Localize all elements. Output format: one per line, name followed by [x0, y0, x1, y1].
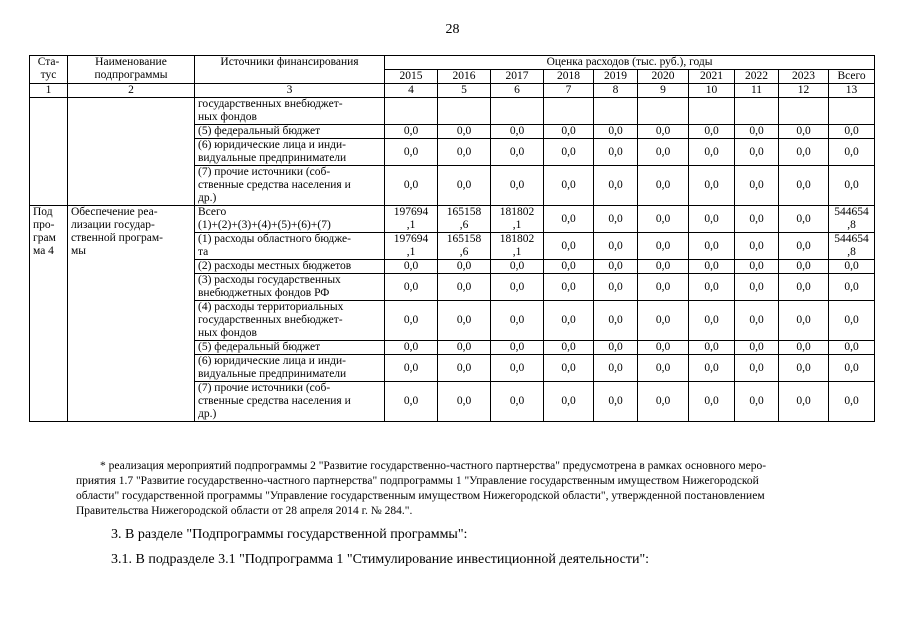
value-cell: 0,0 — [438, 382, 491, 422]
value-cell — [544, 98, 594, 125]
source-cell: (4) расходы территориальных государственных внебюджет- ных фондов — [195, 301, 385, 341]
value-cell: 0,0 — [544, 260, 594, 274]
header-col-number: 6 — [491, 84, 544, 98]
value-cell: 0,0 — [638, 341, 689, 355]
value-cell: 0,0 — [385, 125, 438, 139]
value-cell: 544654 ,8 — [829, 206, 875, 233]
value-cell: 0,0 — [594, 274, 638, 301]
header-status: Ста- тус — [30, 56, 68, 84]
value-cell: 0,0 — [594, 125, 638, 139]
header-col-number: 13 — [829, 84, 875, 98]
header-year: 2022 — [735, 70, 779, 84]
value-cell: 0,0 — [594, 301, 638, 341]
value-cell: 0,0 — [735, 125, 779, 139]
source-cell: (3) расходы государственных внебюджетных фондов РФ — [195, 274, 385, 301]
value-cell: 0,0 — [689, 166, 735, 206]
value-cell: 0,0 — [735, 206, 779, 233]
value-cell: 0,0 — [689, 355, 735, 382]
value-cell: 544654 ,8 — [829, 233, 875, 260]
value-cell: 0,0 — [638, 139, 689, 166]
value-cell: 0,0 — [385, 260, 438, 274]
value-cell: 0,0 — [735, 355, 779, 382]
status-cell — [30, 98, 68, 206]
value-cell: 0,0 — [491, 301, 544, 341]
value-cell: 0,0 — [491, 382, 544, 422]
value-cell: 0,0 — [638, 166, 689, 206]
table-row — [30, 98, 875, 125]
value-cell: 0,0 — [638, 301, 689, 341]
name-cell — [68, 98, 195, 206]
value-cell: 0,0 — [638, 125, 689, 139]
value-cell: 0,0 — [544, 382, 594, 422]
value-cell: 0,0 — [544, 301, 594, 341]
header-year: 2015 — [385, 70, 438, 84]
value-cell: 0,0 — [638, 274, 689, 301]
value-cell: 0,0 — [385, 341, 438, 355]
value-cell: 0,0 — [829, 274, 875, 301]
value-cell: 0,0 — [385, 139, 438, 166]
header-col-number: 8 — [594, 84, 638, 98]
value-cell: 0,0 — [779, 233, 829, 260]
source-cell: (6) юридические лица и инди- видуальные предприниматели — [195, 139, 385, 166]
value-cell: 165158 ,6 — [438, 206, 491, 233]
source-cell: государственных внебюджет- ных фондов — [195, 98, 385, 125]
value-cell — [594, 98, 638, 125]
header-sources: Источники финансирования — [195, 56, 385, 84]
header-estimate: Оценка расходов (тыс. руб.), годы — [385, 56, 875, 70]
value-cell: 0,0 — [779, 260, 829, 274]
value-cell: 0,0 — [491, 341, 544, 355]
source-cell: (6) юридические лица и инди- видуальные предприниматели — [195, 355, 385, 382]
value-cell: 0,0 — [438, 125, 491, 139]
footnote — [76, 459, 876, 519]
value-cell: 0,0 — [779, 382, 829, 422]
value-cell: 0,0 — [594, 206, 638, 233]
value-cell: 0,0 — [544, 139, 594, 166]
header-col-number: 7 — [544, 84, 594, 98]
value-cell — [779, 98, 829, 125]
value-cell — [689, 98, 735, 125]
source-cell: (5) федеральный бюджет — [195, 125, 385, 139]
value-cell: 0,0 — [438, 260, 491, 274]
value-cell: 0,0 — [491, 139, 544, 166]
value-cell: 0,0 — [638, 233, 689, 260]
value-cell: 0,0 — [735, 139, 779, 166]
value-cell: 0,0 — [735, 301, 779, 341]
footnote-line: приятия 1.7 "Развитие государственно-частного партнерства" подпрограммы 1 "Управление государственным имуществом Нижегородской — [76, 475, 759, 487]
footnote-line: Правительства Нижегородской области от 28 апреля 2014 г. № 284.". — [76, 505, 413, 517]
value-cell: 0,0 — [779, 125, 829, 139]
value-cell: 0,0 — [689, 341, 735, 355]
value-cell: 0,0 — [735, 274, 779, 301]
value-cell: 0,0 — [779, 166, 829, 206]
value-cell: 0,0 — [689, 260, 735, 274]
value-cell: 0,0 — [689, 206, 735, 233]
header-col-number: 11 — [735, 84, 779, 98]
value-cell: 0,0 — [491, 166, 544, 206]
value-cell: 0,0 — [491, 260, 544, 274]
footnote-line: области" государственной программы "Управление государственным имуществом Нижегородской области", утвержденной постановлением — [76, 490, 765, 502]
source-cell: (2) расходы местных бюджетов — [195, 260, 385, 274]
value-cell: 0,0 — [689, 274, 735, 301]
source-cell: (7) прочие источники (соб- ственные средства населения и др.) — [195, 382, 385, 422]
value-cell — [638, 98, 689, 125]
value-cell: 181802 ,1 — [491, 206, 544, 233]
value-cell: 0,0 — [638, 206, 689, 233]
footnote-line: * реализация мероприятий подпрограммы 2 "Развитие государственно-частного партнерства" предусмотрена в рамках основного меро- — [100, 460, 767, 472]
header-year: 2016 — [438, 70, 491, 84]
header-year: Всего — [829, 70, 875, 84]
value-cell: 0,0 — [779, 274, 829, 301]
value-cell: 0,0 — [385, 382, 438, 422]
subsection-paragraph: 3.1. В подразделе 3.1 "Подпрограмма 1 "Стимулирование инвестиционной деятельности": — [111, 552, 650, 567]
value-cell: 0,0 — [829, 341, 875, 355]
value-cell: 0,0 — [779, 206, 829, 233]
header-year: 2023 — [779, 70, 829, 84]
budget-table — [29, 55, 875, 422]
value-cell: 0,0 — [638, 260, 689, 274]
header-col-number: 12 — [779, 84, 829, 98]
value-cell: 0,0 — [689, 233, 735, 260]
value-cell: 0,0 — [779, 341, 829, 355]
value-cell: 0,0 — [594, 341, 638, 355]
header-col-number: 10 — [689, 84, 735, 98]
value-cell: 0,0 — [779, 301, 829, 341]
value-cell: 0,0 — [735, 166, 779, 206]
value-cell: 0,0 — [779, 355, 829, 382]
value-cell: 0,0 — [385, 301, 438, 341]
value-cell: 0,0 — [779, 139, 829, 166]
value-cell: 0,0 — [735, 382, 779, 422]
page-number: 28 — [445, 22, 460, 37]
header-year: 2018 — [544, 70, 594, 84]
value-cell: 0,0 — [594, 355, 638, 382]
value-cell: 0,0 — [829, 382, 875, 422]
value-cell: 0,0 — [438, 355, 491, 382]
value-cell: 0,0 — [829, 166, 875, 206]
source-cell: (5) федеральный бюджет — [195, 341, 385, 355]
header-col-number: 1 — [30, 84, 68, 98]
value-cell: 0,0 — [385, 274, 438, 301]
value-cell: 0,0 — [385, 355, 438, 382]
value-cell: 0,0 — [594, 260, 638, 274]
value-cell: 0,0 — [544, 125, 594, 139]
section-paragraph: 3. В разделе "Подпрограммы государственной программы": — [111, 527, 468, 542]
source-cell: (1) расходы областного бюдже- та — [195, 233, 385, 260]
value-cell: 0,0 — [594, 139, 638, 166]
value-cell: 0,0 — [594, 166, 638, 206]
header-col-number: 3 — [195, 84, 385, 98]
header-col-number: 4 — [385, 84, 438, 98]
value-cell: 0,0 — [544, 341, 594, 355]
value-cell: 0,0 — [829, 125, 875, 139]
value-cell: 181802 ,1 — [491, 233, 544, 260]
value-cell: 197694 ,1 — [385, 233, 438, 260]
value-cell: 0,0 — [544, 355, 594, 382]
source-cell: Всего (1)+(2)+(3)+(4)+(5)+(6)+(7) — [195, 206, 385, 233]
header-year: 2017 — [491, 70, 544, 84]
value-cell — [829, 98, 875, 125]
value-cell: 0,0 — [491, 125, 544, 139]
value-cell: 0,0 — [689, 382, 735, 422]
table-row — [30, 206, 875, 233]
header-col-number: 9 — [638, 84, 689, 98]
value-cell: 0,0 — [438, 301, 491, 341]
value-cell: 0,0 — [544, 206, 594, 233]
value-cell: 0,0 — [491, 355, 544, 382]
value-cell: 0,0 — [829, 260, 875, 274]
header-col-number: 5 — [438, 84, 491, 98]
value-cell — [385, 98, 438, 125]
header-name: Наименование подпрограммы — [68, 56, 195, 84]
value-cell: 0,0 — [594, 233, 638, 260]
header-col-number: 2 — [68, 84, 195, 98]
value-cell: 0,0 — [735, 260, 779, 274]
value-cell: 0,0 — [594, 382, 638, 422]
value-cell: 0,0 — [385, 166, 438, 206]
value-cell — [735, 98, 779, 125]
value-cell: 0,0 — [829, 301, 875, 341]
value-cell — [491, 98, 544, 125]
value-cell: 165158 ,6 — [438, 233, 491, 260]
name-cell: Обеспечение реа- лизации государ- ственной програм- мы — [68, 206, 195, 422]
value-cell: 0,0 — [491, 274, 544, 301]
value-cell: 0,0 — [638, 382, 689, 422]
value-cell: 0,0 — [735, 341, 779, 355]
value-cell: 0,0 — [689, 301, 735, 341]
value-cell: 0,0 — [829, 139, 875, 166]
value-cell: 0,0 — [638, 355, 689, 382]
header-year: 2021 — [689, 70, 735, 84]
source-cell: (7) прочие источники (соб- ственные средства населения и др.) — [195, 166, 385, 206]
value-cell: 0,0 — [544, 274, 594, 301]
value-cell: 0,0 — [438, 274, 491, 301]
value-cell: 0,0 — [689, 139, 735, 166]
value-cell: 0,0 — [438, 139, 491, 166]
value-cell: 0,0 — [544, 233, 594, 260]
header-year: 2020 — [638, 70, 689, 84]
value-cell: 0,0 — [689, 125, 735, 139]
value-cell: 0,0 — [438, 166, 491, 206]
value-cell — [438, 98, 491, 125]
value-cell: 0,0 — [829, 355, 875, 382]
value-cell: 0,0 — [544, 166, 594, 206]
status-cell: Под про- грам ма 4 — [30, 206, 68, 422]
value-cell: 0,0 — [438, 341, 491, 355]
value-cell: 0,0 — [735, 233, 779, 260]
value-cell: 197694 ,1 — [385, 206, 438, 233]
header-year: 2019 — [594, 70, 638, 84]
